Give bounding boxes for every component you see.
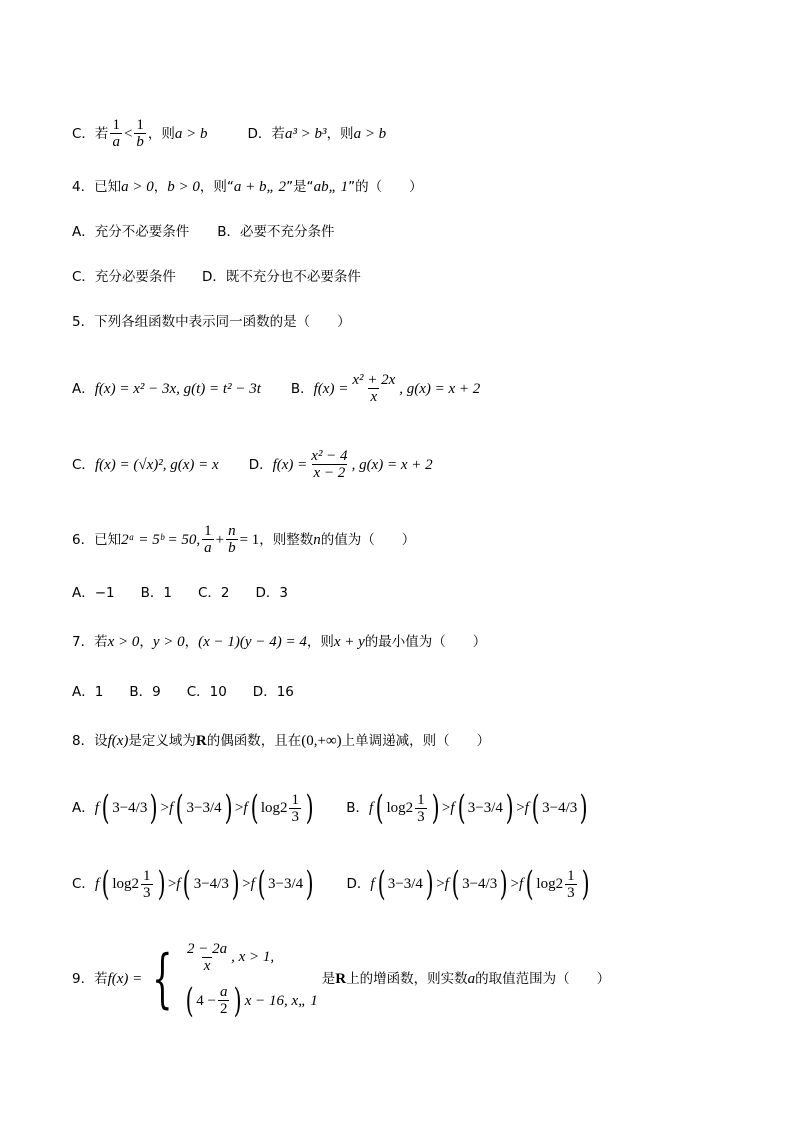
q4-optA: A．充分不必要条件 [72, 224, 190, 240]
q3-optC-label: C．若 [72, 125, 109, 142]
q7-eq: (x − 1)(y − 4) = 4 [198, 634, 307, 650]
q6-plus: + [215, 531, 225, 548]
q6-stem-text-2: ，则整数 [259, 531, 314, 548]
gt: > [242, 876, 251, 892]
q8-stem-text-1: 8．设 [72, 733, 108, 749]
q5-options-ab [72, 372, 480, 405]
q5-stem-text: 5．下列各组函数中表示同一函数的是（ ） [72, 314, 351, 330]
q3-optD-concl: a > b [353, 125, 387, 142]
q6-eq1: = 1 [239, 531, 260, 548]
q5-optD-rhs: , g(x) = x + 2 [351, 456, 433, 473]
q9-stem-text-2: 是 [321, 971, 336, 987]
gt: > [234, 800, 244, 816]
q6-stem [72, 523, 415, 556]
q6-frac-2: $\frac{n}{b}$ [228, 523, 236, 556]
q5-optC-expr: f(x) = (√x)², g(x) = x [94, 456, 219, 473]
f-symbol: f [444, 876, 449, 892]
gt: > [516, 800, 525, 816]
gt: > [441, 800, 451, 816]
q7-stem-text-3: 的最小值为（ ） [364, 634, 487, 650]
q9-stem-text-1: 9．若 [72, 971, 108, 987]
q7-optD: D．16 [252, 684, 294, 700]
power-base: 3 [268, 876, 276, 892]
q4-optB: B．必要不充分条件 [217, 224, 335, 240]
q8-optD-label: D． [346, 876, 371, 892]
q8-optB-label: B． [346, 800, 370, 816]
q3-optC-then: ，则 [147, 125, 175, 142]
power-base: 3 [542, 800, 550, 816]
q7-x: x > 0 [107, 634, 140, 650]
q7-optB: B．9 [129, 684, 161, 700]
gt: > [436, 876, 445, 892]
q9-case2-frac: $\frac{a}{2}$ [219, 984, 228, 1017]
q6-eq: 2ᵃ = 5ᵇ = 50, [121, 531, 201, 548]
q3-optD-cond: a³ > b³ [284, 125, 327, 142]
q3-optC-concl: a > b [174, 125, 208, 142]
log: log [536, 876, 556, 892]
log: log [260, 800, 280, 816]
q8-stem [72, 731, 490, 751]
q4-stem [72, 177, 423, 197]
f-symbol: f [243, 800, 248, 816]
q3-optC-frac-a: $\frac{1}{a}$ [112, 117, 120, 150]
power-base: 3 [467, 800, 476, 816]
gt: > [167, 876, 177, 892]
q6-n: n [313, 531, 321, 548]
q8-interval: (0,+∞) [301, 733, 342, 749]
q6-frac-1: $\frac{1}{a}$ [204, 523, 212, 556]
q4-p: a + b„ 2 [233, 179, 287, 195]
power-base: 3 [387, 876, 396, 892]
q9-a: a [467, 971, 476, 987]
q5-options-cd [72, 448, 433, 481]
q4-optC: C．充分必要条件 [72, 269, 176, 285]
q6-optD: D．3 [255, 585, 288, 601]
gt: > [160, 800, 170, 816]
f-symbol: f [518, 876, 524, 892]
q8-stem-text-2: 是定义域为 [128, 733, 196, 749]
q7-optA: A．1 [72, 684, 104, 700]
left-brace-icon: { [152, 942, 173, 1016]
q5-optD-frac: $\frac{\text{x² − 4}}{x - 2}$ [311, 448, 348, 481]
q4-optD: D．既不充分也不必要条件 [201, 269, 361, 285]
q9-case2-a: 4 − [196, 992, 216, 1009]
q5-stem [72, 312, 351, 332]
power-base: 3 [112, 800, 120, 816]
q7-optC: C．10 [186, 684, 227, 700]
f-symbol: f [94, 876, 100, 892]
q8-R: R [195, 733, 207, 749]
q7-comma-1: ， [139, 634, 153, 650]
q6-optC: C．2 [198, 585, 230, 601]
f-symbol: f [94, 800, 99, 816]
q4-cond-b: b > 0 [167, 179, 200, 195]
q8-stem-text-3: 的偶函数，且在 [206, 733, 302, 749]
log: log [386, 800, 406, 816]
frac-one-third: $\frac{1}{3}$ [567, 867, 575, 901]
q4-comma: ， [153, 179, 168, 195]
q6-stem-text-1: 6．已知 [72, 531, 122, 548]
q4-q: ab„ 1 [313, 179, 349, 195]
f-symbol: f [450, 800, 455, 816]
q7-sum: x + y [333, 634, 365, 650]
f-symbol: f [524, 800, 529, 816]
q4-options-ab [72, 222, 335, 242]
q7-options [72, 682, 294, 702]
q5-optB-lhs: f(x) = [313, 380, 349, 397]
q5-optD-lhs: f(x) = [272, 456, 308, 473]
frac-one-third: $\frac{1}{3}$ [291, 791, 299, 825]
q8-stem-text-4: 上单调递减，则（ ） [341, 733, 491, 749]
q8-optA-label: A． [72, 800, 95, 816]
q8-optC-label: C． [72, 876, 95, 892]
power-base: 3 [193, 876, 202, 892]
q4-stem-text-3: ”是“ [286, 179, 314, 195]
q4-stem-text-1: 4．已知 [72, 179, 122, 195]
q9-fx: f(x) = [107, 971, 143, 987]
q4-stem-text-4: ”的（ ） [348, 179, 423, 195]
q9-case-1 [183, 941, 318, 974]
f-symbol: f [169, 800, 174, 816]
q5-optA-expr: f(x) = x² − 3x, g(t) = t² − 3t [94, 380, 261, 397]
q3-optC-lt: < [123, 125, 133, 142]
q8-options-cd: C． f ( log 2 $\frac{1}{3}$ ) > f ( 3 −4/3 ) > f ( 3 −3/4 ) D． f ( 3 −3/4 ) > f ( 3 −4/3 ) > f ( log 2 $\frac{1}{3}$ ) [72, 864, 590, 904]
q7-y: y > 0 [152, 634, 185, 650]
power-base: 3 [186, 800, 194, 816]
q9-case2-rest: x − 16, x„ 1 [244, 992, 318, 1009]
q6-options [72, 583, 288, 603]
f-symbol: f [176, 876, 181, 892]
q6-stem-text-3: 的值为（ ） [320, 531, 416, 548]
q9-cases [183, 940, 318, 1021]
q9-stem-text-4: 的取值范围为（ ） [475, 971, 611, 987]
q7-stem-text-2: ，则 [306, 634, 334, 650]
q9-R: R [335, 971, 347, 987]
q7-stem [72, 632, 486, 652]
q4-stem-text-2: ，则“ [199, 179, 234, 195]
q8-options-ab: A． f ( 3 −4/3 ) > f ( 3 −3/4 ) > f ( log 2 $\frac{1}{3}$ ) B． f ( log 2 $\frac{1}{3}$ ) > f ( 3 −3/4 ) > f ( 3 −4/3 ) [72, 788, 588, 828]
frac-one-third: $\frac{1}{3}$ [417, 791, 425, 825]
q9-case1-cond: , x > 1, [231, 949, 275, 965]
q3-options-cd [72, 117, 386, 150]
q4-cond-a: a > 0 [121, 179, 154, 195]
q9-stem-text-3: 上的增函数，则实数 [346, 971, 468, 987]
q9-stem [72, 934, 610, 1024]
log: log [112, 876, 132, 892]
q3-optD-then: ，则 [326, 125, 354, 142]
gt: > [510, 876, 519, 892]
q5-optB-rhs: , g(x) = x + 2 [399, 380, 481, 397]
power-base: 3 [462, 876, 470, 892]
q3-optD-label: D．若 [247, 125, 285, 142]
q4-options-cd [72, 267, 361, 287]
q8-fx: f(x) [107, 733, 129, 749]
q5-optC-label: C． [72, 456, 95, 473]
q6-optB: B．1 [140, 585, 172, 601]
q5-optA-label: A． [72, 380, 95, 397]
q7-stem-text-1: 7．若 [72, 634, 108, 650]
q9-case-2: ( 4 − $\frac{a}{2}$ ) x − 16, x„ 1 [185, 980, 318, 1021]
f-symbol: f [370, 876, 375, 892]
frac-one-third: $\frac{1}{3}$ [143, 867, 151, 901]
q9-case1-frac: $\frac{2 - 2a}{x}$ [187, 940, 228, 974]
q6-optA: A．−1 [72, 585, 115, 601]
q5-optD-label: D． [248, 456, 273, 473]
q5-optB-label: B． [290, 380, 314, 397]
f-symbol: f [250, 876, 255, 892]
q5-optB-frac: $\frac{\text{x² + 2x}}{x}$ [352, 372, 396, 405]
q7-comma-2: ， [184, 634, 199, 650]
q3-optC-frac-b: $\frac{1}{b}$ [136, 117, 144, 150]
f-symbol: f [369, 800, 374, 816]
